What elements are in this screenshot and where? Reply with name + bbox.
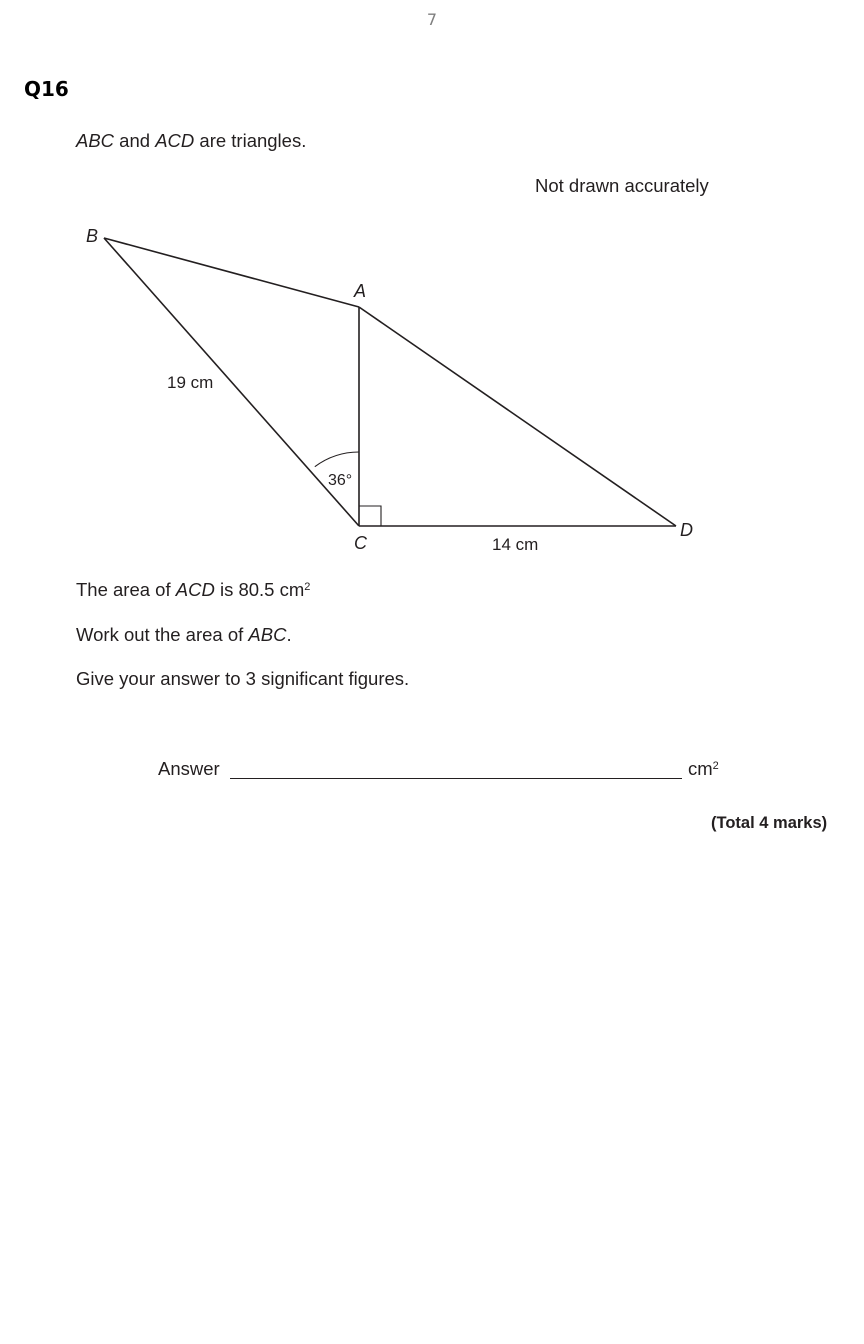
answer-label: Answer — [158, 758, 220, 779]
angle-bca-label: 36° — [328, 472, 353, 489]
sig-figs-instruction: Give your answer to 3 significant figures. — [76, 668, 410, 689]
side-ad — [359, 307, 676, 526]
instruction-lead: Work out the area of — [76, 624, 249, 645]
angle-arc — [315, 452, 359, 467]
vertex-d-label: D — [680, 520, 693, 540]
right-angle-marker — [359, 506, 381, 526]
area-statement-lead: The area of — [76, 579, 176, 600]
intro-conjunction: and — [114, 130, 156, 151]
area-triangle-name: ACD — [175, 579, 215, 600]
side-bc-length: 19 cm — [167, 373, 214, 392]
side-cd-length: 14 cm — [492, 535, 539, 554]
area-value: is 80.5 cm — [214, 579, 305, 600]
answer-unit — [688, 758, 719, 780]
triangle-abc-name: ABC — [76, 130, 115, 151]
answer-unit-power: 2 — [712, 760, 719, 772]
triangle-diagram — [0, 0, 864, 560]
instruction-end: . — [286, 624, 292, 645]
answer-field[interactable] — [230, 758, 682, 779]
vertex-b-label: B — [86, 226, 99, 246]
total-marks: (Total 4 marks) — [711, 814, 828, 832]
triangle-acd-name: ACD — [155, 130, 195, 151]
task-instruction — [76, 624, 292, 646]
area-statement — [76, 579, 310, 601]
diagram-note: Not drawn accurately — [535, 175, 709, 196]
vertex-c-label: C — [354, 533, 367, 553]
area-unit-power: 2 — [304, 581, 311, 593]
question-number: Q16 — [24, 77, 69, 101]
page-number: 7 — [426, 10, 438, 29]
target-triangle-name: ABC — [248, 624, 287, 645]
answer-unit-base: cm — [688, 758, 713, 779]
side-bc — [104, 238, 359, 526]
vertex-a-label: A — [354, 281, 367, 301]
intro-tail: are triangles. — [194, 130, 307, 151]
side-ab — [104, 238, 359, 307]
